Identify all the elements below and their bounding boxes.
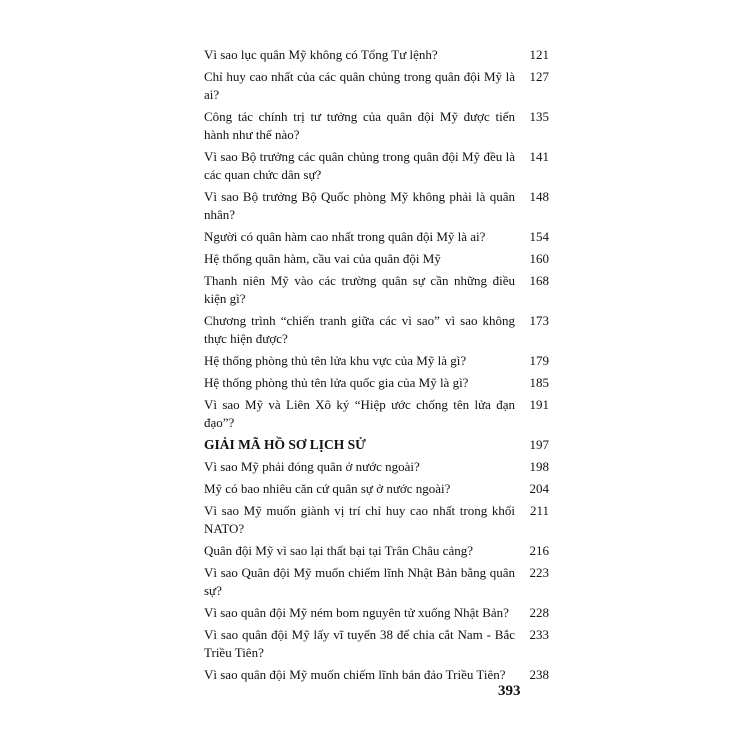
toc-entry-title: Chỉ huy cao nhất của các quân chủng trong quân đội Mỹ là ai?	[204, 69, 515, 102]
toc-entry	[204, 312, 549, 348]
toc-entry-page: 141	[529, 149, 549, 164]
toc-entry-title: Hệ thống phòng thủ tên lửa quốc gia của Mỹ là gì?	[204, 375, 469, 390]
toc-entry-page: 160	[529, 251, 549, 266]
toc-entry-page: 173	[529, 313, 549, 328]
toc-entry-page: 121	[529, 47, 549, 62]
toc-entry	[204, 502, 549, 538]
toc-entry-page: 179	[529, 353, 549, 368]
toc-entry-title: Hệ thống quân hàm, cầu vai của quân đội Mỹ	[204, 251, 441, 266]
toc-entry-page: 204	[529, 481, 549, 496]
toc-entry-page: 233	[529, 627, 549, 642]
toc-entry	[204, 46, 549, 64]
toc-entry-page: 197	[529, 437, 549, 452]
toc-entry-title: Hệ thống phòng thủ tên lửa khu vực của Mỹ là gì?	[204, 353, 467, 368]
toc-entry-page: 135	[529, 109, 549, 124]
toc-entry-page: 168	[529, 273, 549, 288]
toc-entry	[204, 396, 549, 432]
page-number: 393	[498, 683, 521, 699]
toc-entry-title: Vì sao Mỹ và Liên Xô ký “Hiệp ước chống tên lửa đạn đạo”?	[204, 397, 515, 430]
toc-entry-title: Thanh niên Mỹ vào các trường quân sự cần những điều kiện gì?	[204, 273, 515, 306]
toc-section-heading	[204, 436, 549, 454]
toc-entry-page: 223	[529, 565, 549, 580]
toc-entry	[204, 480, 549, 498]
toc-entry	[204, 564, 549, 600]
toc-entry	[204, 188, 549, 224]
toc-entry-title: Vì sao quân đội Mỹ ném bom nguyên tử xuống Nhật Bản?	[204, 605, 509, 620]
toc-entry-page: 191	[529, 397, 549, 412]
toc-entry	[204, 352, 549, 370]
toc-entry-title: Vì sao lục quân Mỹ không có Tổng Tư lệnh?	[204, 47, 438, 62]
toc-entry	[204, 374, 549, 392]
toc-entry-title: Người có quân hàm cao nhất trong quân đội Mỹ là ai?	[204, 229, 486, 244]
toc-entry-page: 211	[529, 503, 549, 518]
toc-entry-title: Vì sao Bộ trưởng Bộ Quốc phòng Mỹ không phải là quân nhân?	[204, 189, 515, 222]
toc-entry	[204, 666, 549, 684]
toc-entry-page: 185	[529, 375, 549, 390]
toc-entry-title: Mỹ có bao nhiêu căn cứ quân sự ở nước ngoài?	[204, 481, 451, 496]
toc-entry-title: Vì sao Bộ trưởng các quân chủng trong quân đội Mỹ đều là các quan chức dân sự?	[204, 149, 515, 182]
toc-entry-title: Vì sao quân đội Mỹ muốn chiếm lĩnh bán đảo Triều Tiên?	[204, 667, 506, 682]
toc-entry-title: GIẢI MÃ HỒ SƠ LỊCH SỬ	[204, 437, 366, 452]
toc-entry	[204, 148, 549, 184]
toc-entry-page: 198	[529, 459, 549, 474]
table-of-contents	[204, 46, 549, 688]
toc-entry	[204, 458, 549, 476]
toc-entry	[204, 228, 549, 246]
toc-entry-page: 228	[529, 605, 549, 620]
toc-entry-page: 148	[529, 189, 549, 204]
toc-entry-title: Vì sao quân đội Mỹ lấy vĩ tuyến 38 để chia cắt Nam - Bắc Triều Tiên?	[204, 627, 515, 660]
toc-entry	[204, 542, 549, 560]
toc-entry-page: 238	[529, 667, 549, 682]
toc-entry-title: Vì sao Quân đội Mỹ muốn chiếm lĩnh Nhật Bản bằng quân sự?	[204, 565, 515, 598]
toc-entry	[204, 272, 549, 308]
toc-entry-title: Chương trình “chiến tranh giữa các vì sao” vì sao không thực hiện được?	[204, 313, 515, 346]
toc-entry-title: Vì sao Mỹ muốn giành vị trí chỉ huy cao nhất trong khối NATO?	[204, 503, 515, 536]
toc-entry-title: Quân đội Mỹ vì sao lại thất bại tại Trân Châu cảng?	[204, 543, 473, 558]
toc-entry	[204, 250, 549, 268]
toc-entry-page: 127	[529, 69, 549, 84]
toc-entry	[204, 626, 549, 662]
toc-entry-page: 154	[529, 229, 549, 244]
toc-entry	[204, 108, 549, 144]
toc-entry	[204, 68, 549, 104]
toc-entry-page: 216	[529, 543, 549, 558]
toc-entry-title: Vì sao Mỹ phải đóng quân ở nước ngoài?	[204, 459, 420, 474]
toc-entry-title: Công tác chính trị tư tưởng của quân đội Mỹ được tiến hành như thế nào?	[204, 109, 515, 142]
toc-entry	[204, 604, 549, 622]
